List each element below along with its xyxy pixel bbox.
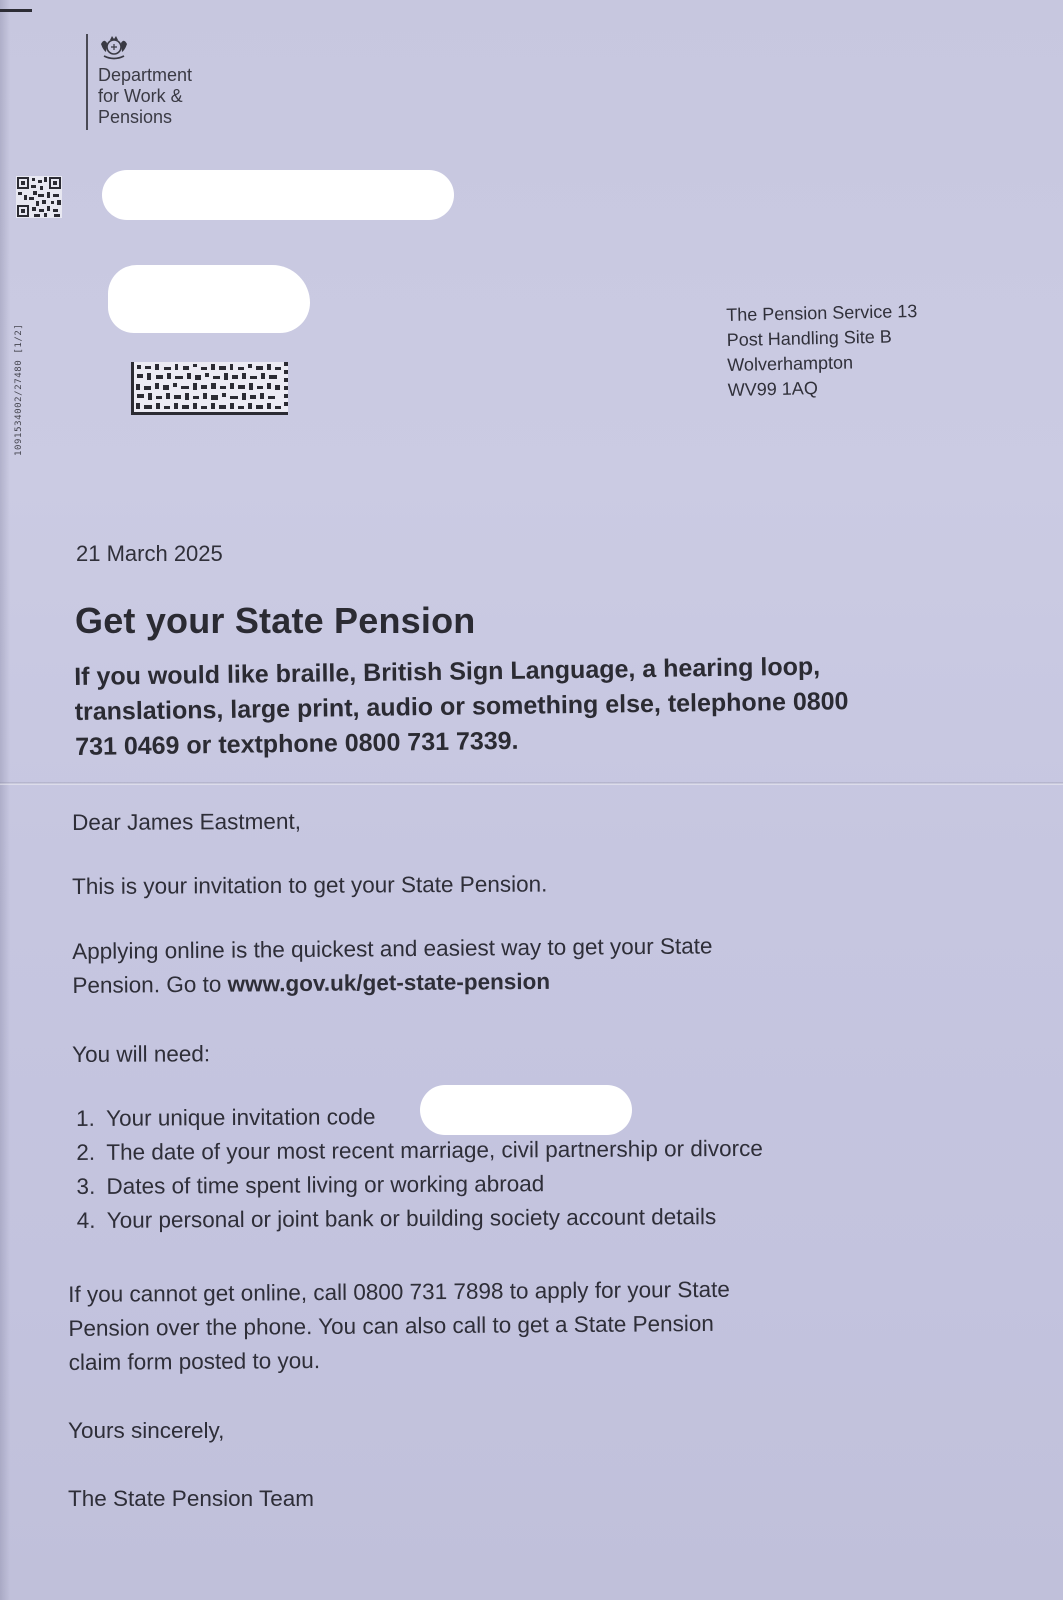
online-paragraph-line-2	[72, 963, 713, 1003]
datamatrix-barcode	[131, 362, 288, 415]
online-paragraph	[72, 929, 713, 1003]
dwp-logo	[86, 34, 226, 130]
signature: The State Pension Team	[68, 1486, 314, 1511]
redacted-recipient-address	[108, 265, 310, 333]
department-name	[98, 65, 192, 128]
royal-crest-icon	[98, 34, 130, 62]
paper-fold-line	[0, 782, 1063, 785]
accessibility-notice: If you would like braille, British Sign Language, a hearing loop, translations, large print, audio or something else, telephone 0800 731 0469 or textphone 0800 731 7339.	[74, 652, 849, 761]
requirement-text: Your personal or joint bank or building society account details	[106, 1204, 717, 1233]
side-reference-number: 1091534002/27480 [1/2]	[14, 323, 24, 456]
sender-address	[726, 299, 919, 403]
phone-paragraph-line-2: Pension over the phone. You can also call to get a State Pension	[68, 1310, 714, 1341]
sender-address-line-3: Wolverhampton	[727, 352, 854, 375]
paper-edge-shadow	[0, 0, 10, 1600]
department-line-2: for Work &	[98, 86, 183, 106]
print-corner-mark	[0, 9, 32, 12]
requirement-text: Your unique invitation code	[106, 1104, 376, 1131]
qr-code-small	[16, 176, 62, 218]
list-item: 3. Dates of time spent living or working abroad	[76, 1171, 545, 1199]
online-paragraph-line-1: Applying online is the quickest and easiest way to get your State	[72, 933, 713, 964]
redacted-invitation-code	[420, 1085, 632, 1135]
salutation: Dear James Eastment,	[72, 808, 301, 835]
list-item: 4. Your personal or joint bank or building society account details	[76, 1204, 717, 1233]
phone-paragraph-line-3: claim form posted to you.	[68, 1348, 321, 1375]
phone-paragraph-line-1: If you cannot get online, call 0800 731 7898 to apply for your State	[68, 1276, 730, 1307]
phone-paragraph	[68, 1273, 730, 1380]
sender-address-line-2: Post Handling Site B	[726, 326, 893, 351]
list-item: 2. The date of your most recent marriage, civil partnership or divorce	[76, 1135, 763, 1165]
need-heading: You will need:	[72, 1041, 211, 1067]
requirement-text: Dates of time spent living or working abroad	[106, 1171, 545, 1199]
intro-paragraph: This is your invitation to get your State Pension.	[72, 871, 548, 899]
sender-address-line-4: WV99 1AQ	[727, 378, 819, 400]
list-item: 1. Your unique invitation code	[76, 1104, 376, 1131]
letter-title: Get your State Pension	[75, 600, 476, 641]
state-pension-url[interactable]: www.gov.uk/get-state-pension	[227, 968, 551, 997]
requirements-list	[76, 1098, 763, 1238]
online-paragraph-prefix: Pension. Go to	[72, 971, 228, 998]
redacted-reference-block	[102, 170, 454, 220]
sender-address-line-1: The Pension Service 13	[726, 301, 918, 326]
letter-date: 21 March 2025	[76, 541, 223, 566]
signoff: Yours sincerely,	[68, 1418, 225, 1443]
department-line-1: Department	[98, 65, 193, 85]
requirement-text: The date of your most recent marriage, civil partnership or divorce	[106, 1135, 763, 1165]
department-line-3: Pensions	[98, 107, 173, 127]
